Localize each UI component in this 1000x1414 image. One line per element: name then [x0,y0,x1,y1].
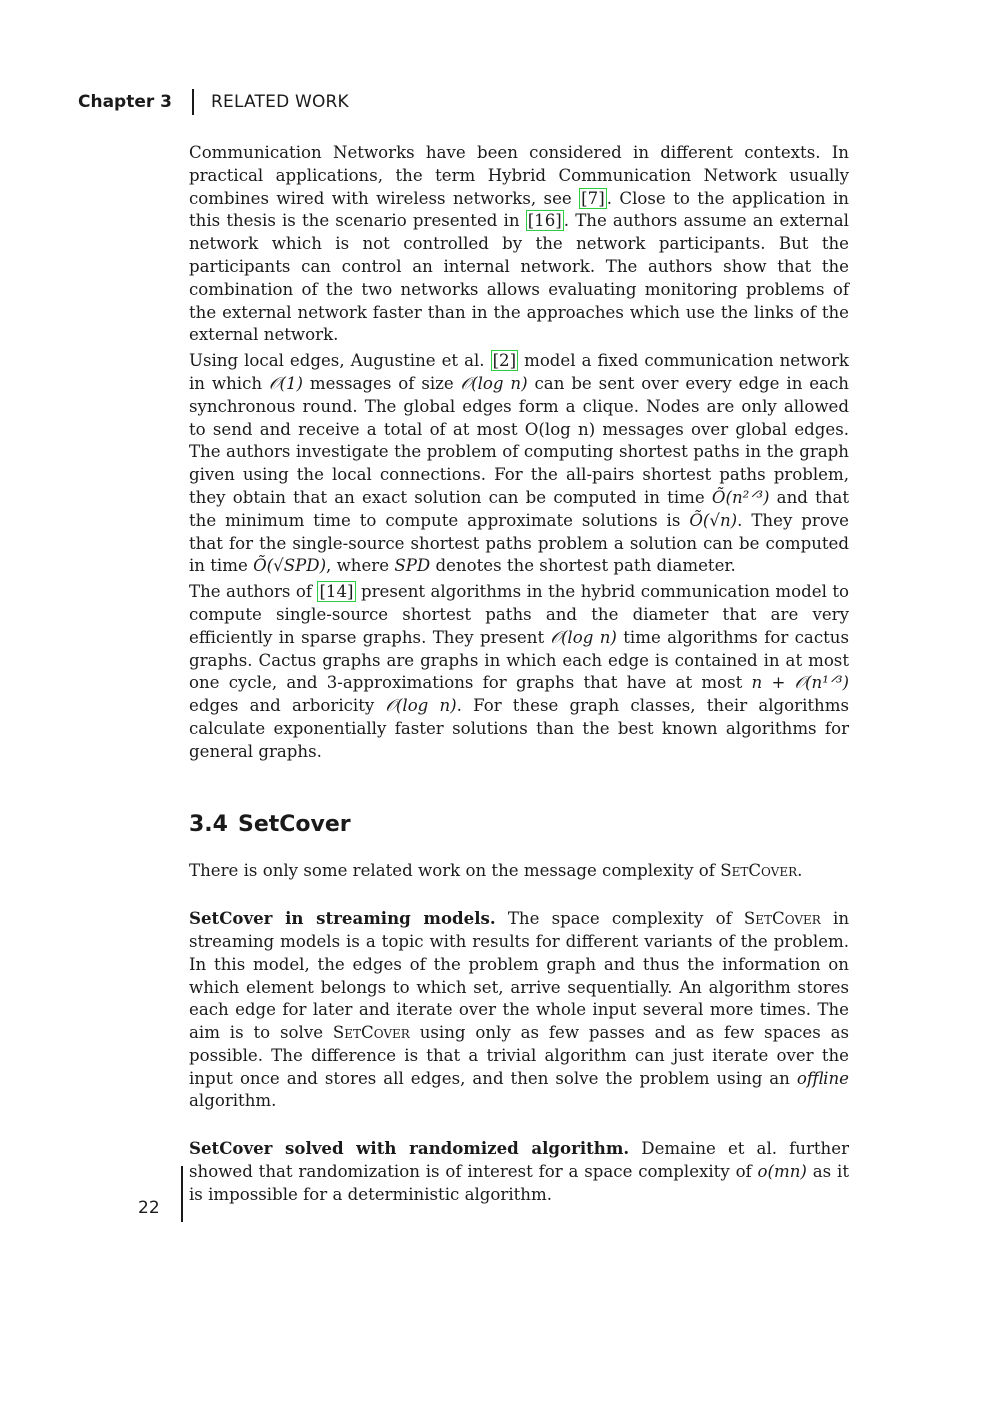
footer-divider [181,1166,183,1222]
chapter-label: Chapter 3 [78,92,173,112]
page-number: 22 [138,1198,160,1218]
text: Communication Networks have been considered in different contexts. In practical applications, the term Hybrid Communication Network usually combines wired with wireless networks, see [189,143,849,208]
running-header [78,88,349,116]
text: model a fixed communication network in which [189,351,849,393]
text: Demaine et al. further showed that randomization is of interest for a space complexity of [189,1139,849,1182]
text: Using local edges, Augustine et al. [189,351,491,371]
math-expression: 𝒪(log n) [385,696,457,716]
paragraph-hybrid-networks [189,142,849,347]
text: . For these graph classes, their algorithms calculate exponentially faster solutions than the best known algorithms for general graphs. [189,696,849,761]
problem-name: SetCover [332,1023,410,1043]
citation-link[interactable]: [14] [319,582,354,602]
text: can be sent over every edge in each synchronous round. The global edges form a clique. Nodes are only allowed to send and receive a total of at most O(log n) messages over global edges. The authors investigate the problem of computing shortest paths in the graph given using the local connections. For the all-pairs shortest paths problem, they obtain that an exact solution can be computed in time [189,373,849,507]
text: . [797,861,803,881]
header-divider [192,89,194,115]
paragraph-setcover-randomized [189,1137,849,1206]
math-expression: o(mn) [757,1162,807,1182]
math-expression: Õ(n²ᐟ³) [711,487,770,507]
section-number: 3.4 [189,811,228,837]
text: . Close to the application in this thesis is the scenario presented in [189,188,849,231]
problem-name: SetCover [743,909,821,929]
text: in streaming models is a topic with results for different variants of the problem. In this model, the edges of the problem graph and thus the information on which element belongs to which set, arrive sequentially. An algorithm stores each edge for later and iterate over the whole input several more times. The aim is to solve [189,909,850,1043]
section-title: SetCover [237,811,351,837]
chapter-title: RELATED WORK [211,92,349,112]
math-expression: Õ(√n) [689,510,738,530]
text: using only as few passes and as few spaces as possible. The difference is that a trivial algorithm can just iterate over the input once and stores all edges, and then solve the problem using an [189,1023,849,1088]
text: edges and arboricity [189,696,386,716]
text: . The authors assume an external network which is not controlled by the network participants. But the participants can control an internal network. The authors show that the combination of the two networks allows evaluating monitoring problems of the external network faster than in the approaches which use the links of the external network. [189,211,849,345]
paragraph-cactus-graphs [189,581,849,763]
section-heading [189,811,849,837]
paragraph-setcover-intro [189,860,849,883]
math-expression: n + 𝒪(n¹ᐟ³) [751,673,849,693]
math-expression: 𝒪(log n) [460,373,528,393]
text: denotes the shortest path diameter. [430,556,736,576]
text: , where [326,556,395,576]
math-expression: 𝒪(1) [269,373,303,393]
text: The authors of [189,582,318,602]
problem-name: SetCover [720,861,798,881]
text: present algorithms in the hybrid communication model to compute single-source shortest paths and the diameter that are very efficiently in sparse graphs. They present [189,582,850,647]
emphasis: offline [796,1068,849,1088]
page-body [189,142,849,1210]
paragraph-setcover-streaming [189,907,849,1113]
paragraph-augustine [189,350,849,578]
math-expression: 𝒪(log n) [550,627,617,647]
math-expression: SPD [394,556,431,576]
text: as it is impossible for a deterministic algorithm. [189,1162,849,1204]
text: time algorithms for cactus graphs. Cactus graphs are graphs in which each edge is contained in at most one cycle, and 3-approximations for graphs that have at most [189,627,849,693]
text: messages of size [303,373,461,393]
page-footer [138,1166,183,1222]
citation-link[interactable]: [2] [492,351,517,371]
citation-link[interactable]: [16] [527,211,562,231]
text: There is only some related work on the message complexity of [189,861,721,881]
text: . They prove that for the single-source shortest paths problem a solution can be computed in time [189,510,850,576]
text: algorithm. [189,1091,277,1111]
run-in-heading: SetCover in streaming models. [189,908,496,929]
text: The space complexity of [495,909,744,929]
citation-link[interactable]: [7] [581,188,605,208]
math-expression: Õ(√SPD) [253,556,327,576]
text: and that the minimum time to compute approximate solutions is [189,487,850,530]
run-in-heading: SetCover solved with randomized algorithm. [189,1138,630,1159]
